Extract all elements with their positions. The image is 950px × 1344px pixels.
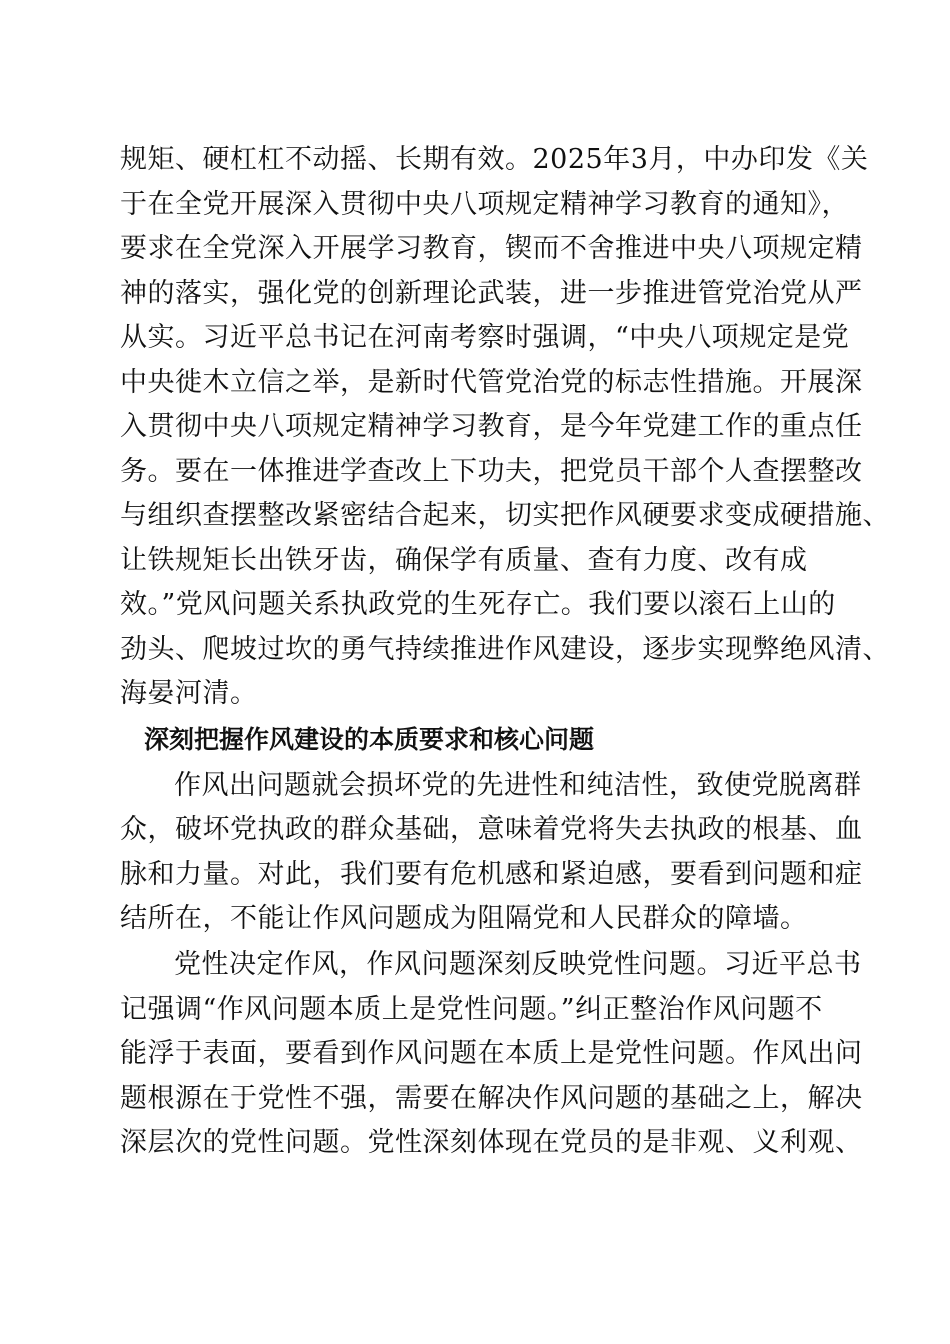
paragraph-line: 让铁规矩长出铁牙齿，确保学有质量、查有力度、改有成	[120, 545, 808, 576]
section-heading: 深刻把握作风建设的本质要求和核心问题	[144, 725, 595, 754]
paragraph-line: 规矩、硬杠杠不动摇、长期有效。2025年3月，中办印发《关	[120, 144, 869, 175]
paragraph-line: 入贯彻中央八项规定精神学习教育，是今年党建工作的重点任	[120, 411, 863, 442]
paragraph-line: 劲头、爬坡过坎的勇气持续推进作风建设，逐步实现弊绝风清、	[120, 634, 890, 665]
paragraph-line: 与组织查摆整改紧密结合起来，切实把作风硬要求变成硬措施、	[120, 500, 890, 531]
paragraph-line: 脉和力量。对此，我们要有危机感和紧迫感，要看到问题和症	[120, 859, 863, 890]
paragraph-line: 深层次的党性问题。党性深刻体现在党员的是非观、义利观、	[120, 1127, 863, 1158]
paragraph-line: 党性决定作风，作风问题深刻反映党性问题。习近平总书	[174, 949, 862, 980]
paragraph-line: 中央徙木立信之举，是新时代管党治党的标志性措施。开展深	[120, 367, 863, 398]
paragraph-line: 题根源在于党性不强，需要在解决作风问题的基础之上，解决	[120, 1083, 863, 1114]
paragraph-line: 结所在，不能让作风问题成为阻隔党和人民群众的障墙。	[120, 903, 808, 934]
paragraph-line: 能浮于表面，要看到作风问题在本质上是党性问题。作风出问	[120, 1038, 863, 1069]
paragraph-line: 要求在全党深入开展学习教育，锲而不舍推进中央八项规定精	[120, 233, 863, 264]
paragraph-line: 海晏河清。	[120, 678, 258, 709]
paragraph-line: 神的落实，强化党的创新理论武装，进一步推进管党治党从严	[120, 278, 863, 309]
paragraph-line: 务。要在一体推进学查改上下功夫，把党员干部个人查摆整改	[120, 456, 863, 487]
paragraph-line: 作风出问题就会损坏党的先进性和纯洁性，致使党脱离群	[174, 770, 862, 801]
paragraph-line: 从实。习近平总书记在河南考察时强调，“中央八项规定是党	[120, 322, 850, 353]
paragraph-line: 众，破坏党执政的群众基础，意味着党将失去执政的根基、血	[120, 814, 863, 845]
paragraph-line: 效。”党风问题关系执政党的生死存亡。我们要以滚石上山的	[120, 589, 836, 620]
paragraph-line: 于在全党开展深入贯彻中央八项规定精神学习教育的通知》，	[120, 189, 849, 220]
paragraph-line: 记强调“作风问题本质上是党性问题。”纠正整治作风问题不	[120, 994, 823, 1025]
